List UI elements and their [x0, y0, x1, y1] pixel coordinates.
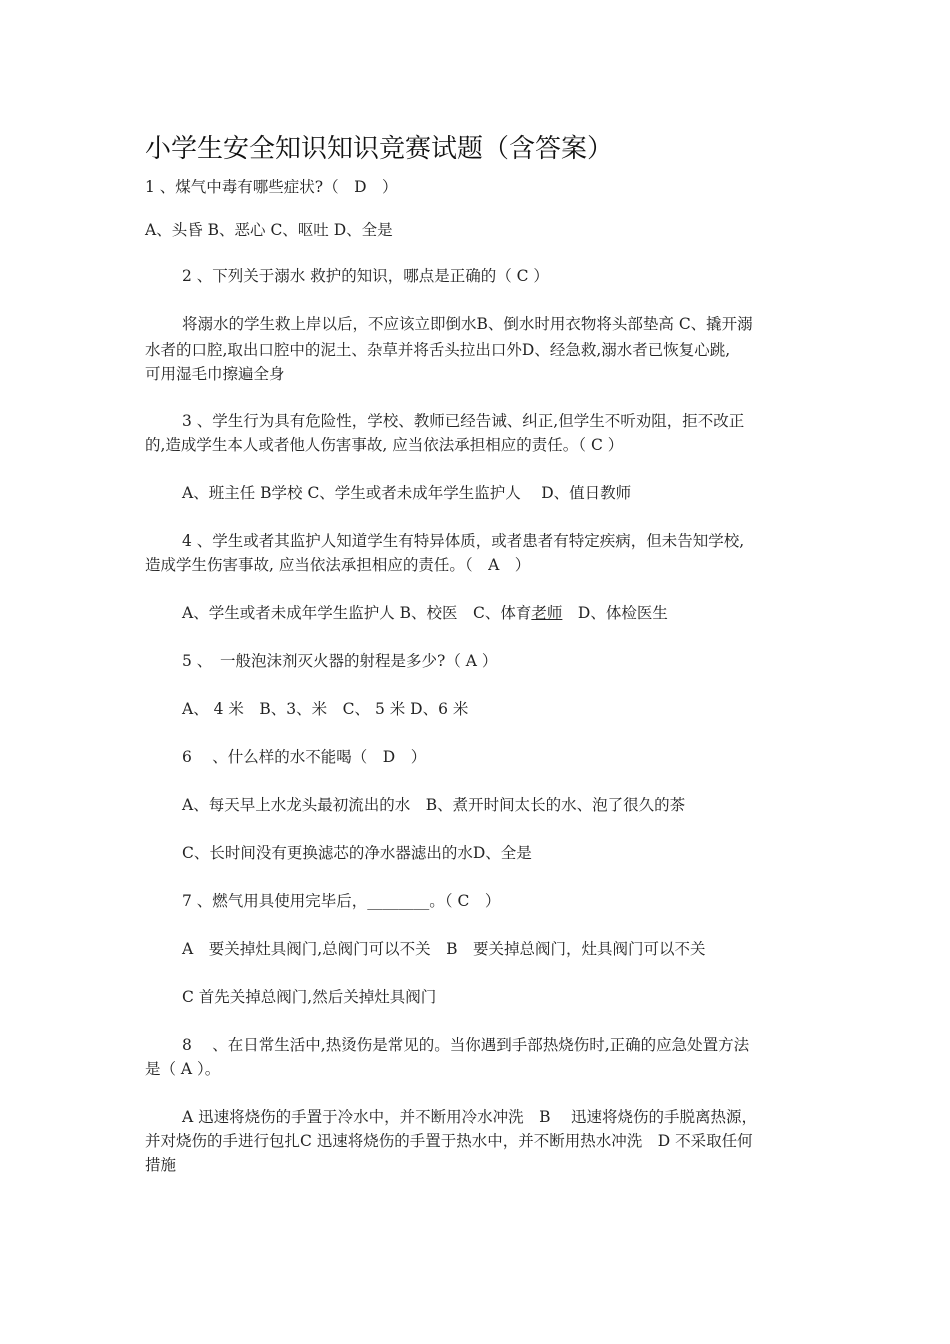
question-1-options: A、头昏 B、恶心 C、呕吐 D、全是	[145, 221, 393, 239]
question-1: 1 、煤气中毒有哪些症状?（ D ）	[145, 178, 398, 196]
question-2-options-line-3: 可用湿毛巾擦遍全身	[145, 365, 285, 383]
question-6-options-line-2: C、长时间没有更换滤芯的净水器滤出的水D、全是	[182, 844, 532, 862]
question-8-line-1: 8 、在日常生活中,热烫伤是常见的。当你遇到手部热烧伤时,正确的应急处置方法	[182, 1036, 750, 1054]
question-4-options-underlined: 老师	[531, 604, 563, 622]
question-7-options-line-2: C 首先关掉总阀门,然后关掉灶具阀门	[182, 988, 437, 1006]
question-6: 6 、什么样的水不能喝（ D ）	[182, 748, 427, 766]
question-6-options-line-1: A、每天早上水龙头最初流出的水 B、煮开时间太长的水、泡了很久的茶	[182, 796, 686, 814]
question-8-options-line-3: 措施	[145, 1156, 177, 1174]
question-5: 5 、 一般泡沫剂灭火器的射程是多少?（ A ）	[182, 652, 498, 670]
question-3-line-1: 3 、学生行为具有危险性，学校、教师已经告诫、纠正,但学生不听劝阻，拒不改正	[182, 412, 745, 430]
question-3-options: A、班主任 B学校 C、学生或者未成年学生监护人 D、值日教师	[182, 484, 632, 502]
question-5-options: A、 4 米 B、3、米 C、 5 米 D、6 米	[182, 700, 469, 718]
question-4-options-text-a: A、学生或者未成年学生监护人 B、校医 C、体育	[182, 604, 532, 622]
question-7: 7 、燃气用具使用完毕后，________。（ C ）	[182, 892, 501, 910]
question-3-line-2: 的,造成学生本人或者他人伤害事故, 应当依法承担相应的责任。（ C ）	[145, 436, 624, 454]
question-4-options-text-b: D、体检医生	[562, 604, 668, 622]
question-2: 2 、下列关于溺水 救护的知识，哪点是正确的（ C ）	[182, 267, 549, 285]
question-4-line-2: 造成学生伤害事故, 应当依法承担相应的责任。（ A ）	[145, 556, 531, 574]
question-8-line-2: 是（ A ）。	[145, 1060, 221, 1078]
question-7-options-line-1: A 要关掉灶具阀门,总阀门可以不关 B 要关掉总阀门，灶具阀门可以不关	[182, 940, 706, 958]
question-4-line-1: 4 、学生或者其监护人知道学生有特异体质，或者患者有特定疾病，但未告知学校,	[182, 532, 745, 550]
question-8-options-line-2: 并对烧伤的手进行包扎C 迅速将烧伤的手置于热水中，并不断用热水冲洗 D 不采取任何	[145, 1132, 753, 1150]
question-2-options-line-2: 水者的口腔,取出口腔中的泥土、杂草并将舌头拉出口外D、经急救,溺水者已恢复心跳,	[145, 341, 731, 359]
page-title: 小学生安全知识知识竞赛试题（含答案）	[145, 134, 614, 164]
question-2-options-line-1: 将溺水的学生救上岸以后，不应该立即倒水B、倒水时用衣物将头部垫高 C、撬开溺	[182, 315, 753, 333]
question-8-options-line-1: A 迅速将烧伤的手置于冷水中，并不断用冷水冲洗 B 迅速将烧伤的手脱离热源，	[182, 1108, 757, 1126]
question-4-options	[182, 600, 668, 626]
